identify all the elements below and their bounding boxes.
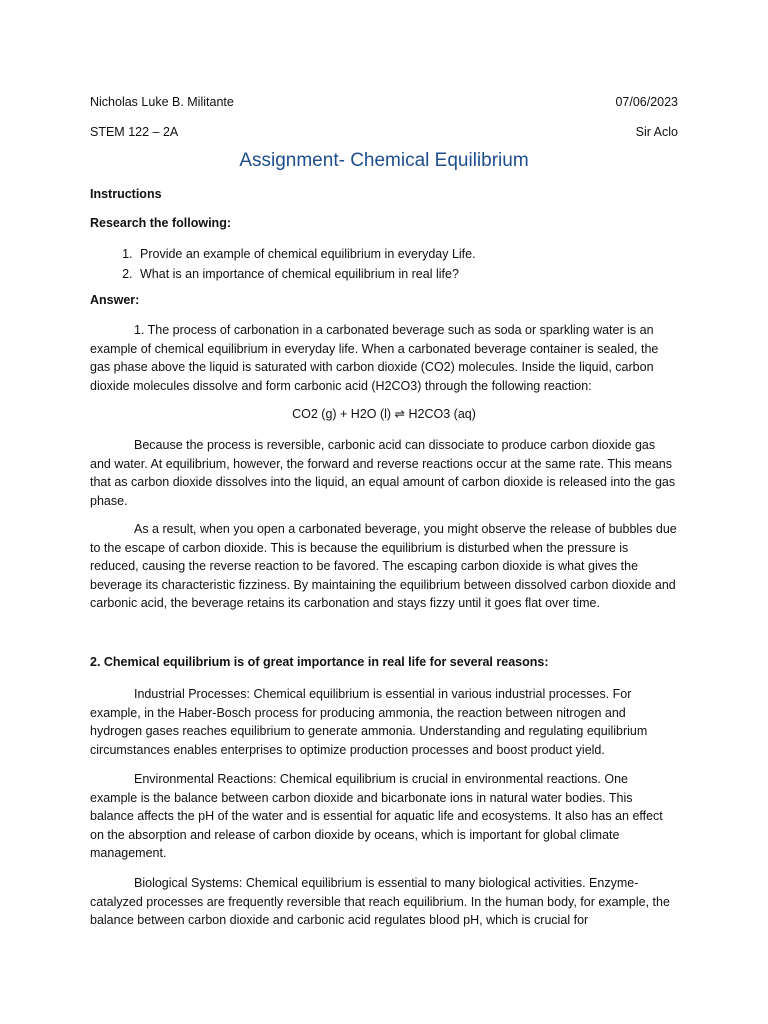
assignment-date: 07/06/2023 [615, 95, 678, 109]
research-heading: Research the following: [90, 216, 231, 230]
answer2-biological-paragraph: Biological Systems: Chemical equilibrium is essential to many biological activities. Enzyme-catalyzed processes are frequently reversible that reach equilibrium. In the human body, for example, the balance between carbon dioxide and carbonic acid regulates blood pH, which is crucial for [90, 876, 670, 928]
answer1-paragraph-2: Because the process is reversible, carbonic acid can dissociate to produce carbon dioxide gas and water. At equilibrium, however, the forward and reverse reactions occur at the same rate. This means that as carbon dioxide dissolves into the liquid, an equal amount of carbon dioxide is released into the gas phase. [90, 438, 676, 508]
answer2-environmental-paragraph: Environmental Reactions: Chemical equilibrium is crucial in environmental reactions. One example is the balance between carbon dioxide and bicarbonate ions in natural water bodies. This balance affects the pH of the water and is essential for aquatic life and ecosystems. It also has an effect on the absorption and release of carbon dioxide by oceans, which is important for global climate management. [90, 772, 663, 861]
questions-list-container [90, 244, 678, 284]
answer2-industrial-paragraph: Industrial Processes: Chemical equilibrium is essential in various industrial processes. For example, in the Haber-Bosch process for producing ammonia, the reaction between nitrogen and hydrogen gases reaches equilibrium to generate ammonia. Understanding and regulating equilibrium circumstances enables enterprises to optimize production processes and boost product yield. [90, 687, 648, 757]
header-row-2 [90, 125, 678, 139]
document-title: Assignment- Chemical Equilibrium [239, 150, 529, 171]
instructions-heading: Instructions [90, 187, 162, 201]
answer1-paragraph-3: As a result, when you open a carbonated beverage, you might observe the release of bubbles due to the escape of carbon dioxide. This is because the equilibrium is disturbed when the pressure is reduced, causing the reverse reaction to be favored. The escaping carbon dioxide is what gives the beverage its characteristic fizziness. By maintaining the equilibrium between dissolved carbon dioxide and carbonic acid, the beverage retains its carbonation and stays fizzy until it goes flat over time. [90, 522, 677, 611]
questions-list [90, 244, 678, 284]
question-item: 1. Provide an example of chemical equilibrium in everyday Life. [136, 244, 678, 264]
student-name: Nicholas Luke B. Militante [90, 95, 234, 109]
answer-heading: Answer: [90, 293, 140, 307]
answer2-heading: 2. Chemical equilibrium is of great importance in real life for several reasons: [90, 655, 549, 669]
chemical-equation: CO2 (g) + H2O (l) ⇌ H2CO3 (aq) [292, 407, 476, 421]
header-row-1 [90, 95, 678, 109]
teacher-name: Sir Aclo [635, 125, 678, 139]
answer1-paragraph-1: 1. The process of carbonation in a carbonated beverage such as soda or sparkling water is an example of chemical equilibrium in everyday life. When a carbonated beverage container is sealed, the gas phase above the liquid is saturated with carbon dioxide (CO2) molecules. Inside the liquid, carbon dioxide molecules dissolve and form carbonic acid (H2CO3) through the following reaction: [90, 323, 659, 393]
class-section: STEM 122 – 2A [90, 125, 179, 139]
question-item: 2. What is an importance of chemical equilibrium in real life? [136, 264, 678, 284]
